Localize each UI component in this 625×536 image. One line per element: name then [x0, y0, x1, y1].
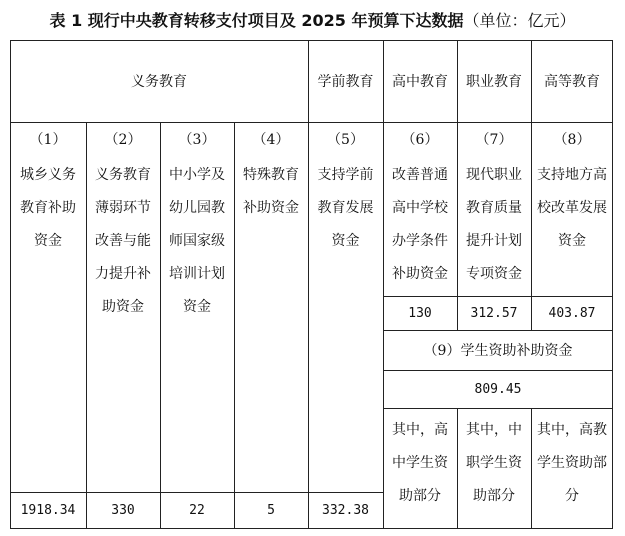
amount-vocational: 312.57: [470, 305, 518, 321]
item-name: 支持地方高校改革发展资金: [537, 167, 607, 249]
item-no: （2）: [104, 132, 142, 148]
student-aid-part: 其中，中职学生资助部分: [466, 422, 522, 504]
header-higher: 高等教育: [544, 74, 600, 90]
student-aid-part: 其中，高教学生资助部分: [537, 422, 607, 504]
header-compulsory: 义务教育: [131, 74, 187, 90]
item-no: （5）: [327, 132, 364, 148]
student-aid-part: 其中，高中学生资助部分: [392, 422, 448, 504]
rule-header-bottom: [10, 122, 613, 123]
item-no: （6）: [401, 132, 439, 148]
rule-col-4: [234, 122, 235, 528]
table-unit: （单位：亿元）: [463, 11, 576, 30]
rule-bottom: [10, 528, 613, 529]
item-no: （1）: [29, 132, 67, 148]
rule-col-3: [160, 122, 161, 528]
header-preschool: 学前教育: [317, 74, 374, 90]
item-name: 特殊教育补助资金: [243, 167, 299, 216]
item-name: 义务教育薄弱环节改善与能力提升补助资金: [95, 167, 151, 315]
amount-compulsory-1: 1918.34: [20, 502, 76, 518]
item-no: （4）: [252, 132, 290, 148]
item-name: 支持学前教育发展资金: [317, 167, 374, 249]
item-name: 中小学及幼儿园教师国家级培训计划资金: [169, 167, 225, 315]
amount-preschool: 332.38: [322, 502, 369, 518]
rule-col-8b: [531, 408, 532, 528]
rule-col-2: [86, 122, 87, 528]
amount-highschool: 130: [408, 305, 432, 321]
amount-higher: 403.87: [548, 305, 596, 321]
item-no: （7）: [475, 132, 513, 148]
header-vocational: 职业教育: [466, 74, 522, 90]
header-highschool: 高中教育: [392, 74, 448, 90]
rule-aid-bottom: [383, 408, 613, 409]
rule-col-7b: [457, 408, 458, 528]
amount-compulsory-2: 330: [111, 502, 135, 518]
table-title-text: 表 1 现行中央教育转移支付项目及 2025 年预算下达数据: [49, 11, 464, 30]
student-aid-name: （9）学生资助补助资金: [423, 343, 573, 359]
item-name: 城乡义务教育补助资金: [20, 167, 76, 249]
item-no: （8）: [553, 132, 591, 148]
amount-compulsory-3: 22: [189, 502, 205, 518]
table-title: [0, 8, 625, 31]
item-name: 改善普通高中学校办学条件补助资金: [392, 167, 448, 282]
item-name: 现代职业教育质量提升计划专项资金: [466, 167, 522, 282]
item-no: （3）: [178, 132, 216, 148]
amount-compulsory-4: 5: [267, 502, 275, 518]
student-aid-amount: 809.45: [474, 381, 522, 397]
